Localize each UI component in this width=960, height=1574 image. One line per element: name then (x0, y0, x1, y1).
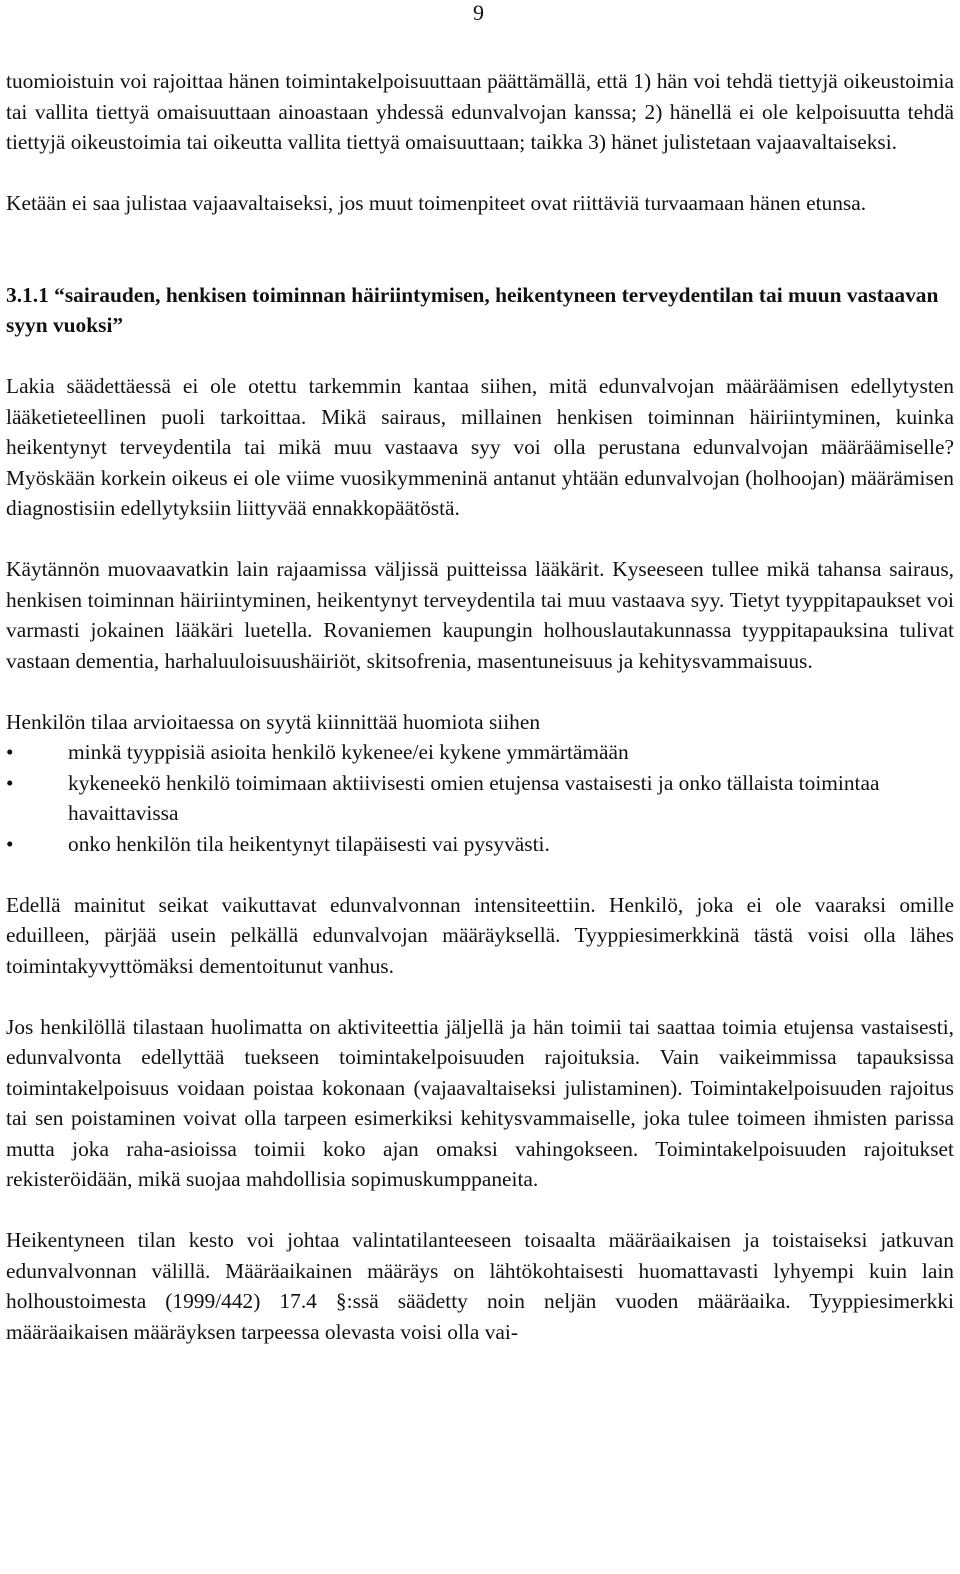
paragraph-2: Ketään ei saa julistaa vajaavaltaiseksi, jos muut toimenpiteet ovat riittäviä turvaamaan hänen etunsa. (6, 191, 867, 215)
paragraph-5-intro: Henkilön tilaa arvioitaessa on syytä kiinnittää huomiota siihen (6, 709, 541, 734)
section-heading: 3.1.1 “sairauden, henkisen toiminnan häiriintymisen, heikentyneen terveydentilan tai muun vastaavan syyn vuoksi” (6, 282, 939, 337)
list-item-text: kykeneekö henkilö toimimaan aktiivisesti omien etujensa vastaisesti ja onko tällaista toimintaa havaittavissa (68, 770, 880, 825)
bullet-list (6, 737, 954, 859)
bullet-icon: • (6, 740, 14, 764)
paragraph-6: Edellä mainitut seikat vaikuttavat edunvalvonnan intensiteettiin. Henkilö, joka ei ole vaaraksi omille eduilleen, pärjää usein pelkällä edunvalvojan määräyksellä. Tyyppiesimerkkinä tästä voisi olla lähes toimintakyvyttömäksi dementoitunut vanhus. (6, 892, 954, 978)
bullet-icon: • (6, 831, 14, 856)
list-item-text: minkä tyyppisiä asioita henkilö kykenee/ei kykene ymmärtämään (68, 740, 629, 764)
paragraph-3: Lakia säädettäessä ei ole otettu tarkemmin kantaa siihen, mitä edunvalvojan määräämisen edellytysten lääketieteellinen puoli tarkoittaa. Mikä sairaus, millainen henkisen toiminnan häiriintyminen, kuinka heikentynyt terveydentila tai mikä muu vastaava syy voi olla perustana edunvalvojan määräämiselle? Myöskään korkein oikeus ei ole viime vuosikymmeninä antanut yhtään edunvalvojan (holhoojan) määrämisen diagnostisiin edellytyksiin liittyvää ennakkopäätöstä. (6, 374, 954, 520)
paragraph-1: tuomioistuin voi rajoittaa hänen toimintakelpoisuuttaan päättämällä, että 1) hän voi tehdä tiettyjä oikeustoimia tai vallita tiettyä omaisuuttaan ainoastaan yhdessä edunvalvojan kanssa; 2) hänellä ei ole kelpoisuutta tehdä tiettyjä oikeustoimia tai oikeutta vallita tiettyä omaisuuttaan; taikka 3) hänet julistetaan vajaavaltaiseksi. (6, 69, 954, 154)
list-item (6, 737, 954, 768)
page-number: 9 (473, 0, 484, 25)
document-body (6, 66, 954, 1347)
list-item-text: onko henkilön tila heikentynyt tilapäisesti vai pysyvästi. (68, 831, 550, 856)
paragraph-8: Heikentyneen tilan kesto voi johtaa valintatilanteeseen toisaalta määräaikaisen ja toistaiseksi jatkuvan edunvalvonnan välillä. Määräaikainen määräys on lähtökohtaisesti huomattavasti lyhyempi kuin lain holhoustoimesta (1999/442) 17.4 §:ssä säädetty noin neljän vuoden määräaika. Tyyppiesimerkki määräaikaisen määräyksen tarpeessa olevasta voisi olla vai- (6, 1228, 954, 1344)
bullet-icon: • (6, 770, 14, 795)
list-item (6, 768, 954, 829)
list-item (6, 829, 954, 860)
paragraph-7: Jos henkilöllä tilastaan huolimatta on aktiviteettia jäljellä ja hän toimii tai saattaa toimia etujensa vastaisesti, edunvalvonta edellyttää tuekseen toimintakelpoisuuden rajoituksia. Vain vaikeimmissa tapauksissa toimintakelpoisuus voidaan poistaa kokonaan (vajaavaltaiseksi julistaminen). Toimintakelpoisuuden rajoitus tai sen poistaminen voivat olla tarpeen esimerkiksi kehitysvammaiselle, joka tulee toimeen ihmisten parissa mutta joka raha-asioissa toimii koko ajan omaksi vahingokseen. Toimintakelpoisuuden rajoitukset rekisteröidään, mikä suojaa mahdollisia sopimuskumppaneita. (6, 1014, 954, 1191)
paragraph-4: Käytännön muovaavatkin lain rajaamissa väljissä puitteissa lääkärit. Kyseeseen tullee mikä tahansa sairaus, henkisen toiminnan häiriintyminen, heikentynyt terveydentila tai muu vastaava syy. Tietyt tyyppitapaukset voi varmasti jokainen lääkäri luetella. Rovaniemen kaupungin holhouslautakunnassa tyyppitapauksina tulivat vastaan dementia, harhaluuloisuushäiriöt, skitsofrenia, masentuneisuus ja kehitysvammaisuus. (6, 557, 954, 673)
